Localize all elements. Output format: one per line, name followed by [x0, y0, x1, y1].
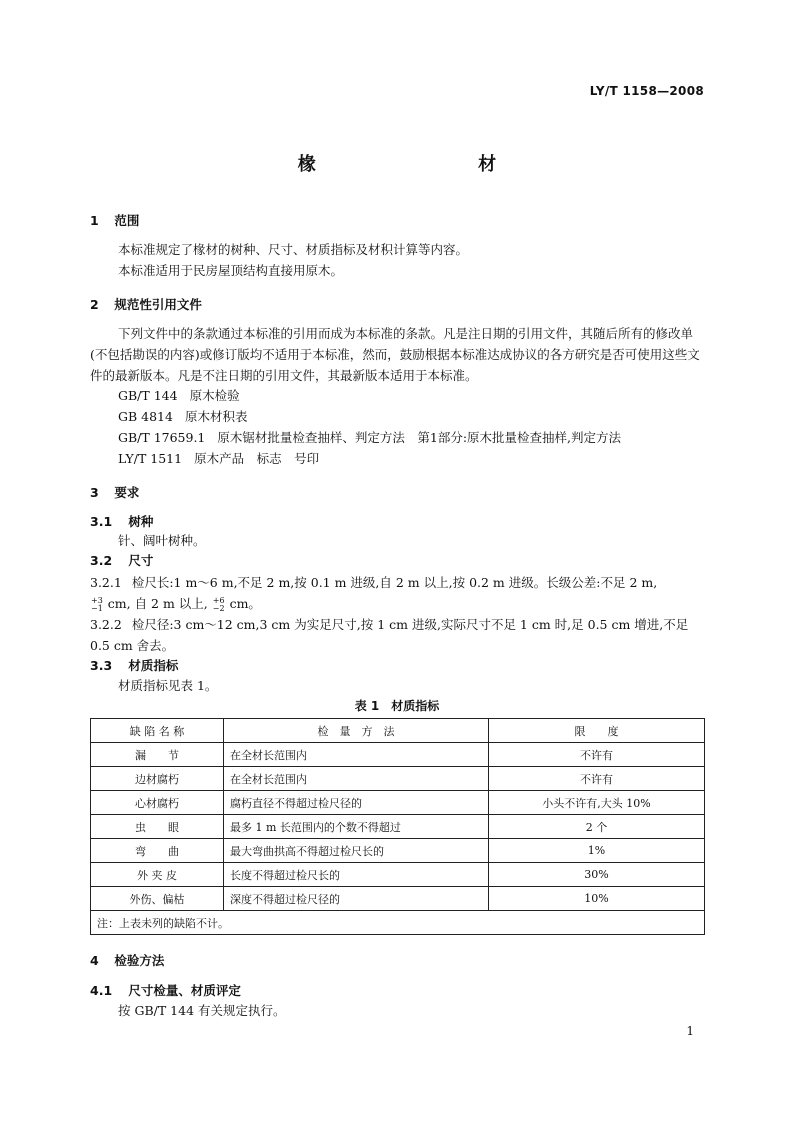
section-3-1-heading: 3.1 树种: [90, 514, 154, 529]
table-note-row: 注：上表未列的缺陷不计。: [91, 911, 705, 935]
section-1-para-1: 本标准规定了椽材的树种、尺寸、材质指标及材积计算等内容。: [118, 242, 469, 257]
clause-number: 3.2.2: [90, 617, 122, 632]
reference-item: GB 4814 原木材积表: [118, 409, 248, 424]
section-1-heading: 1 范围: [90, 213, 140, 228]
table-row: 弯 曲 最大弯曲拱高不得超过检尺长的 1%: [91, 839, 705, 863]
section-2-para: 下列文件中的条款通过本标准的引用而成为本标准的条款。凡是注日期的引用文件，其随后所有的修改单(不包括勘误的内容)或修订版均不适用于本标准，然而，鼓励根据本标准达成协议的各方研究是否可使用这些文件的最新版本。凡是不注日期的引用文件，其最新版本适用于本标准。: [90, 326, 700, 383]
section-3-1-text: 针、阔叶树种。: [118, 533, 206, 548]
standard-code: LY/T 1158—2008: [589, 84, 704, 98]
section-3-3-heading: 3.3 材质指标: [90, 658, 179, 673]
section-3-2-1-text: 3.2.1 检尺长:1 m～6 m,不足 2 m,按 0.1 m 进级,自 2 m 以上,按 0.2 m 进级。长级公差:不足 2 m, +3 −1 cm, 自 2 m 以上, +6 −2 cm。: [90, 575, 658, 613]
section-3-2-heading: 3.2 尺寸: [90, 553, 154, 568]
reference-item: LY/T 1511 原木产品 标志 号印: [118, 451, 320, 466]
section-3-3-text: 材质指标见表 1。: [118, 678, 218, 693]
table-row: 心材腐朽 腐朽直径不得超过检尺径的 小头不许有,大头 10%: [91, 791, 705, 815]
section-1-para-2: 本标准适用于民房屋顶结构直接用原木。: [118, 263, 344, 278]
clause-number: 3.2.1: [90, 575, 122, 590]
tolerance-1: +3 −1: [91, 595, 103, 613]
table-row: 外伤、偏枯 深度不得超过检尺径的 10%: [91, 887, 705, 911]
table-row: 外 夹 皮 长度不得超过检尺长的 30%: [91, 863, 705, 887]
section-4-1-text: 按 GB/T 144 有关规定执行。: [118, 1003, 286, 1018]
page-number: 1: [686, 1024, 694, 1038]
section-4-1-heading: 4.1 尺寸检量、材质评定: [90, 983, 241, 998]
reference-item: GB/T 144 原木检验: [118, 388, 240, 403]
document-title: 椽 材: [297, 154, 575, 175]
section-4-heading: 4 检验方法: [90, 953, 165, 968]
table-row: 虫 眼 最多 1 m 长范围内的个数不得超过 2 个: [91, 815, 705, 839]
section-2-heading: 2 规范性引用文件: [90, 297, 202, 312]
table-row: 漏 节 在全材长范围内 不许有: [91, 743, 705, 767]
table-row: 边材腐朽 在全材长范围内 不许有: [91, 767, 705, 791]
section-3-heading: 3 要求: [90, 485, 140, 500]
table-caption: 表 1 材质指标: [354, 699, 440, 713]
tolerance-2: +6 −2: [212, 595, 225, 613]
reference-item: GB/T 17659.1 原木锯材批量检查抽样、判定方法 第1部分:原木批量检查抽样,判定方法: [118, 430, 622, 445]
section-3-2-2-text: 3.2.2 检尺径:3 cm～12 cm,3 cm 为实足尺寸,按 1 cm 进级,实际尺寸不足 1 cm 时,足 0.5 cm 增进,不足 0.5 cm 舍去。: [90, 617, 689, 653]
material-quality-table: [90, 718, 705, 935]
table-header-row: 缺 陷 名 称 检 量 方 法 限 度: [91, 719, 705, 743]
